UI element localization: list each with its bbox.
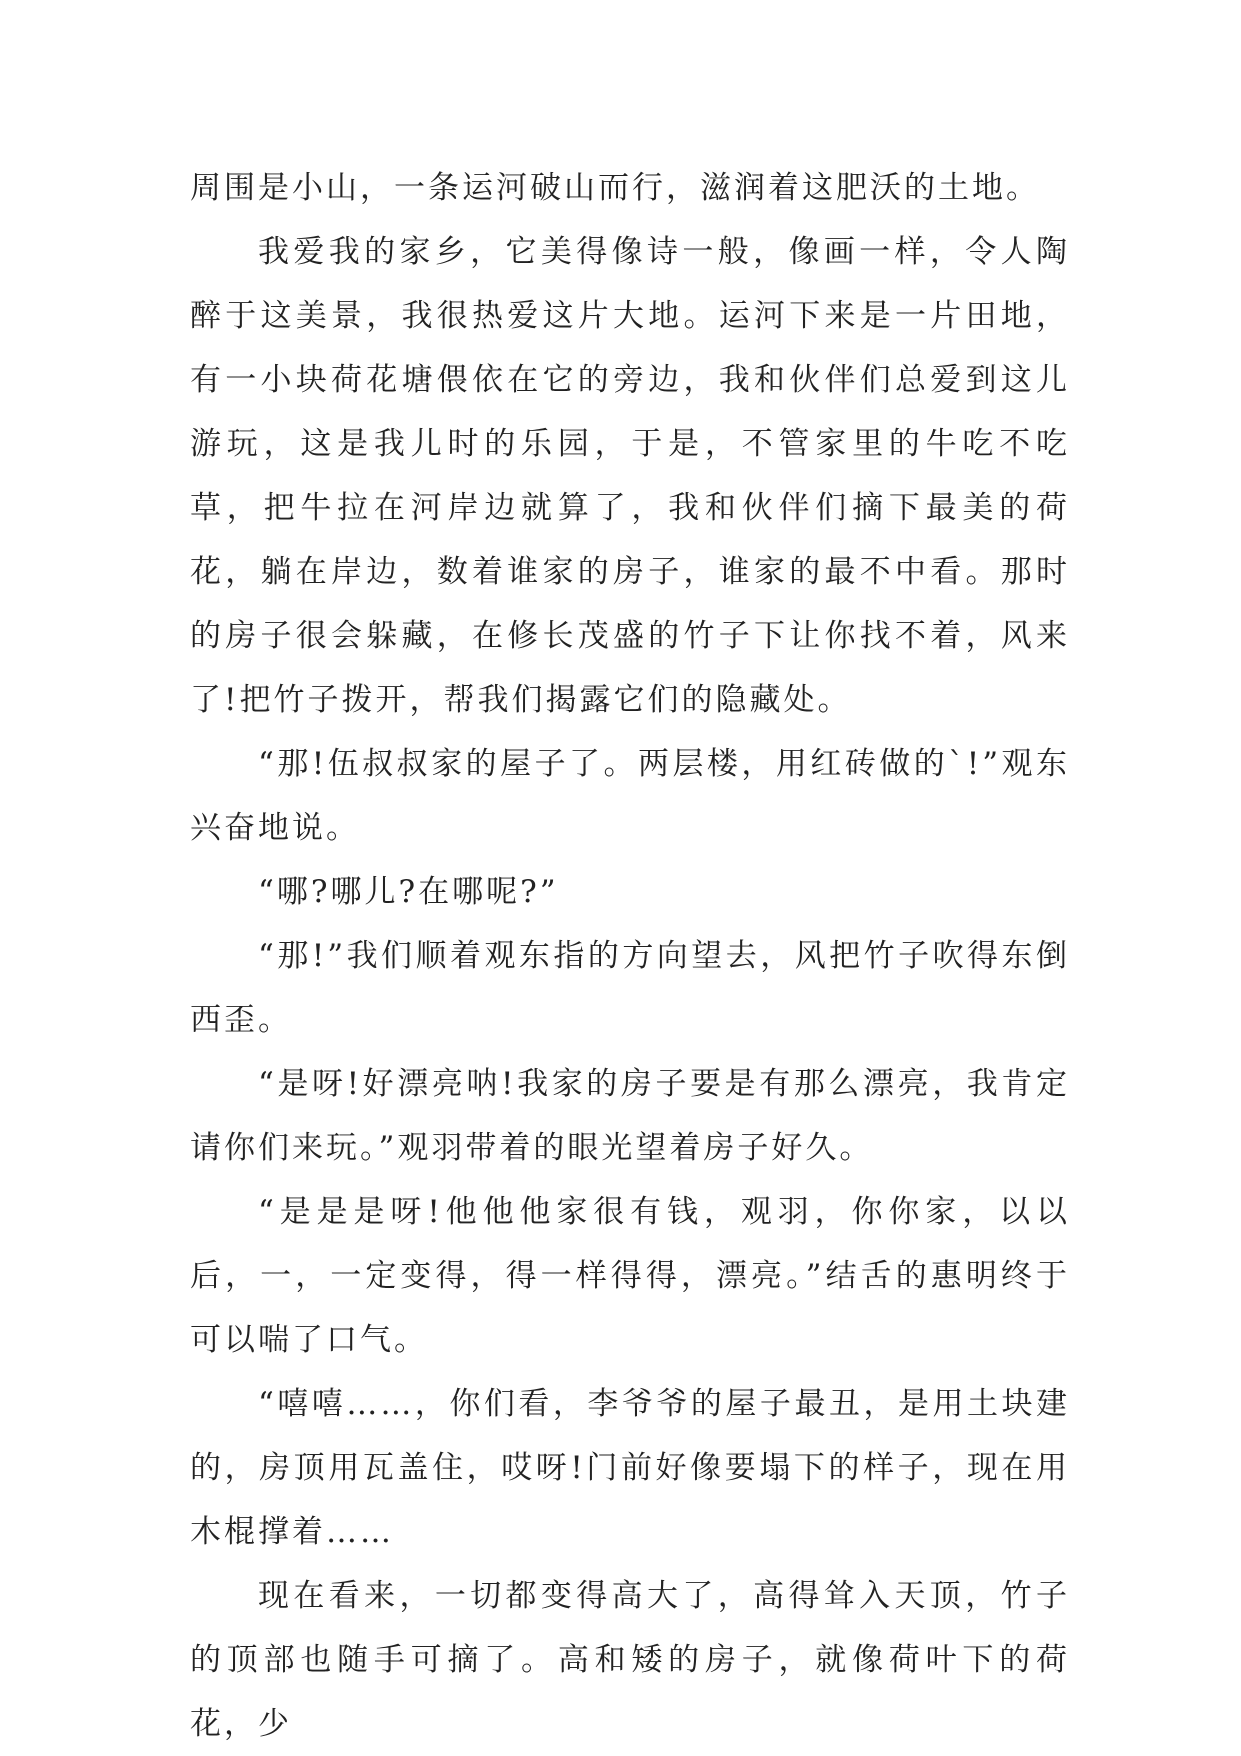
paragraph-5: “那!”我们顺着观东指的方向望去，风把竹子吹得东倒西歪。 [190,938,1070,1038]
paragraph-7: “是是是呀!他他他家很有钱，观羽，你你家，以以后，一，一定变得，得一样得得，漂亮。”结舌的惠明终于可以喘了口气。 [190,1194,1070,1358]
paragraph-9: 现在看来，一切都变得高大了，高得耸入天顶，竹子的顶部也随手可摘了。高和矮的房子，就像荷叶下的荷花，少 [190,1578,1070,1742]
paragraph-8: “嘻嘻……，你们看，李爷爷的屋子最丑，是用土块建的，房顶用瓦盖住，哎呀!门前好像要塌下的样子，现在用木棍撑着…… [190,1386,1070,1550]
paragraph-1: 周围是小山，一条运河破山而行，滋润着这肥沃的土地。 [190,170,1040,206]
paragraph-2: 我爱我的家乡，它美得像诗一般，像画一样，令人陶醉于这美景，我很热爱这片大地。运河下来是一片田地，有一小块荷花塘偎依在它的旁边，我和伙伴们总爱到这儿游玩，这是我儿时的乐园，于是，不管家里的牛吃不吃草，把牛拉在河岸边就算了，我和伙伴们摘下最美的荷花，躺在岸边，数着谁家的房子，谁家的最不中看。那时的房子很会躲藏，在修长茂盛的竹子下让你找不着，风来了!把竹子拨开，帮我们揭露它们的隐藏处。 [190,234,1070,718]
paragraph-3: “那!伍叔叔家的屋子了。两层楼，用红砖做的`!”观东兴奋地说。 [190,746,1070,846]
paragraph-6: “是呀!好漂亮呐!我家的房子要是有那么漂亮，我肯定请你们来玩。”观羽带着的眼光望着房子好久。 [190,1066,1070,1166]
document-body [190,156,1070,1756]
paragraph-4: “哪?哪儿?在哪呢?” [258,874,559,910]
